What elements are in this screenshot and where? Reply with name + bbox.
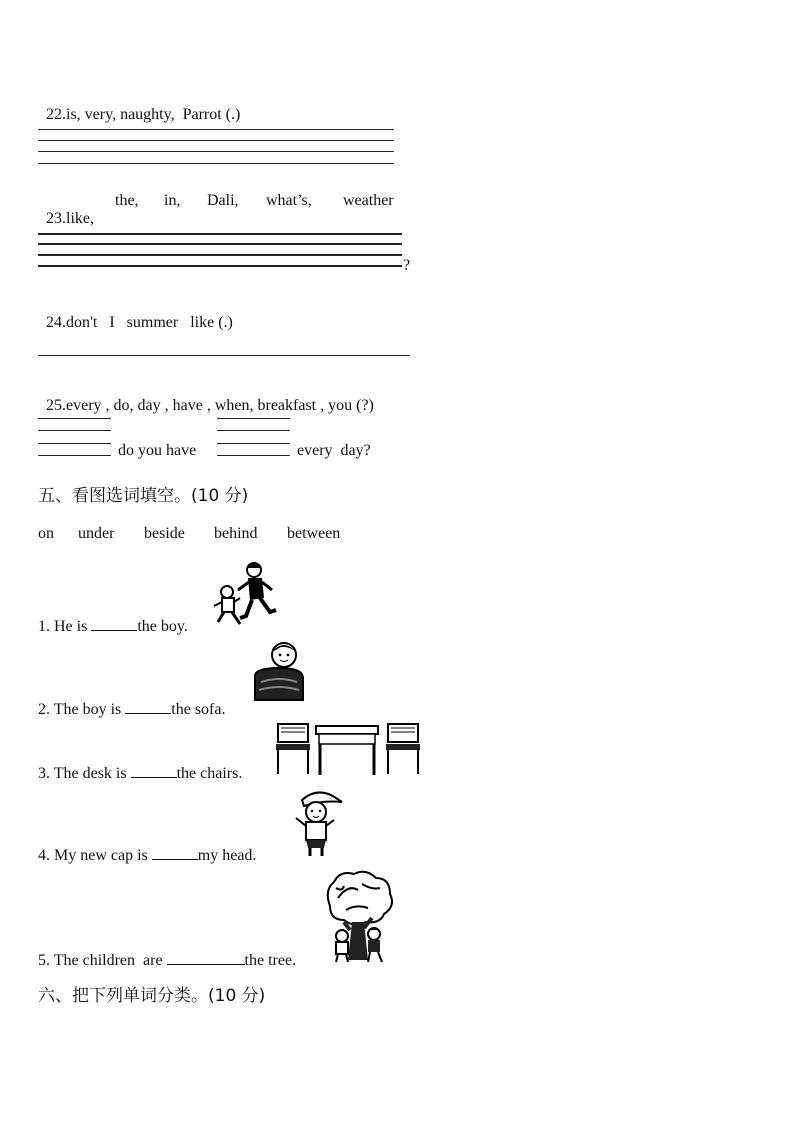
item-3-sentence	[38, 763, 242, 783]
item-4-before: My new cap is	[54, 847, 148, 864]
q23-writing-line-3[interactable]	[38, 254, 402, 256]
q25-words: every , do, day , have , when, breakfast , you (?)	[66, 397, 374, 414]
q23-writing-line-2[interactable]	[38, 243, 402, 245]
q25-blank-a-line-3[interactable]	[38, 443, 111, 444]
q22-writing-line-3[interactable]	[38, 151, 394, 152]
q22-number: 22.	[46, 106, 66, 123]
item-5-sentence	[38, 950, 296, 970]
q23-question-mark: ?	[403, 257, 411, 274]
q25-blank-b-line-1[interactable]	[217, 418, 290, 419]
q25-number: 25.	[46, 397, 66, 414]
item-3-blank[interactable]	[131, 763, 177, 778]
q25-blank-b-line-4[interactable]	[217, 455, 290, 456]
q22-words: is, very, naughty, Parrot (.)	[66, 106, 241, 123]
item-4-after: my head.	[197, 847, 257, 864]
item-1-blank[interactable]	[91, 616, 137, 631]
item-2-sentence	[38, 699, 225, 719]
item-2-before: The boy is	[53, 701, 122, 718]
item-3-before: The desk is	[53, 765, 127, 782]
q25-blank-b-line-3[interactable]	[217, 443, 290, 444]
item-3-number: 3.	[38, 765, 50, 782]
q24-writing-line[interactable]	[38, 355, 410, 356]
item-1-sentence	[38, 616, 188, 636]
word-bank-item: between	[287, 525, 341, 542]
word-bank-item: behind	[214, 525, 258, 542]
item-5-number: 5.	[38, 952, 50, 969]
q23-word: like,	[66, 210, 94, 227]
q23-number: 23.	[46, 210, 66, 227]
item-3-after: the chairs.	[176, 765, 243, 782]
item-5-blank[interactable]	[167, 950, 245, 965]
q24-words: don't I summer like (.)	[66, 314, 233, 331]
item-1-number: 1.	[38, 618, 50, 635]
q23-prompt	[38, 192, 94, 228]
q23-word: what’s,	[266, 192, 312, 209]
item-4-sentence	[38, 845, 256, 865]
word-bank-item: under	[78, 525, 115, 542]
q22-prompt	[38, 88, 240, 124]
q23-word: in,	[164, 192, 181, 209]
q25-blank-a-line-1[interactable]	[38, 418, 111, 419]
boy-with-cap-picture	[292, 788, 344, 860]
section-6-title: 六、把下列单词分类。(10 分)	[38, 986, 266, 1006]
item-4-blank[interactable]	[152, 845, 198, 860]
q25-end-text: every day?	[297, 442, 371, 459]
item-5-after: the tree.	[244, 952, 297, 969]
q22-writing-line-1[interactable]	[38, 129, 394, 130]
item-2-number: 2.	[38, 701, 50, 718]
running-boys-picture	[212, 560, 282, 630]
item-1-before: He is	[54, 618, 88, 635]
q22-writing-line-4[interactable]	[38, 163, 394, 164]
item-2-after: the sofa.	[171, 701, 226, 718]
section-5-title: 五、看图选词填空。(10 分)	[38, 486, 249, 506]
q24-number: 24.	[46, 314, 66, 331]
q24-prompt	[38, 296, 233, 332]
q23-word: weather	[343, 192, 394, 209]
q22-writing-line-2[interactable]	[38, 140, 394, 141]
desk-between-chairs-picture	[275, 722, 421, 778]
item-2-blank[interactable]	[125, 699, 171, 714]
word-bank	[38, 525, 54, 543]
q25-blank-a-line-4[interactable]	[38, 455, 111, 456]
q25-middle-text: do you have	[118, 442, 197, 459]
item-1-after: the boy.	[137, 618, 188, 635]
q23-word: Dali,	[207, 192, 239, 209]
q25-blank-a-line-2[interactable]	[38, 430, 111, 431]
word-bank-item: beside	[144, 525, 185, 542]
q23-writing-line-4[interactable]	[38, 265, 402, 267]
item-4-number: 4.	[38, 847, 50, 864]
q23-writing-line-1[interactable]	[38, 233, 402, 235]
q23-word: the,	[115, 192, 139, 209]
q25-blank-b-line-2[interactable]	[217, 430, 290, 431]
children-under-tree-picture	[324, 870, 396, 966]
word-bank-item: on	[38, 525, 54, 542]
q25-prompt	[38, 379, 374, 415]
item-5-before: The children are	[53, 952, 163, 969]
boy-behind-sofa-picture	[251, 638, 307, 708]
